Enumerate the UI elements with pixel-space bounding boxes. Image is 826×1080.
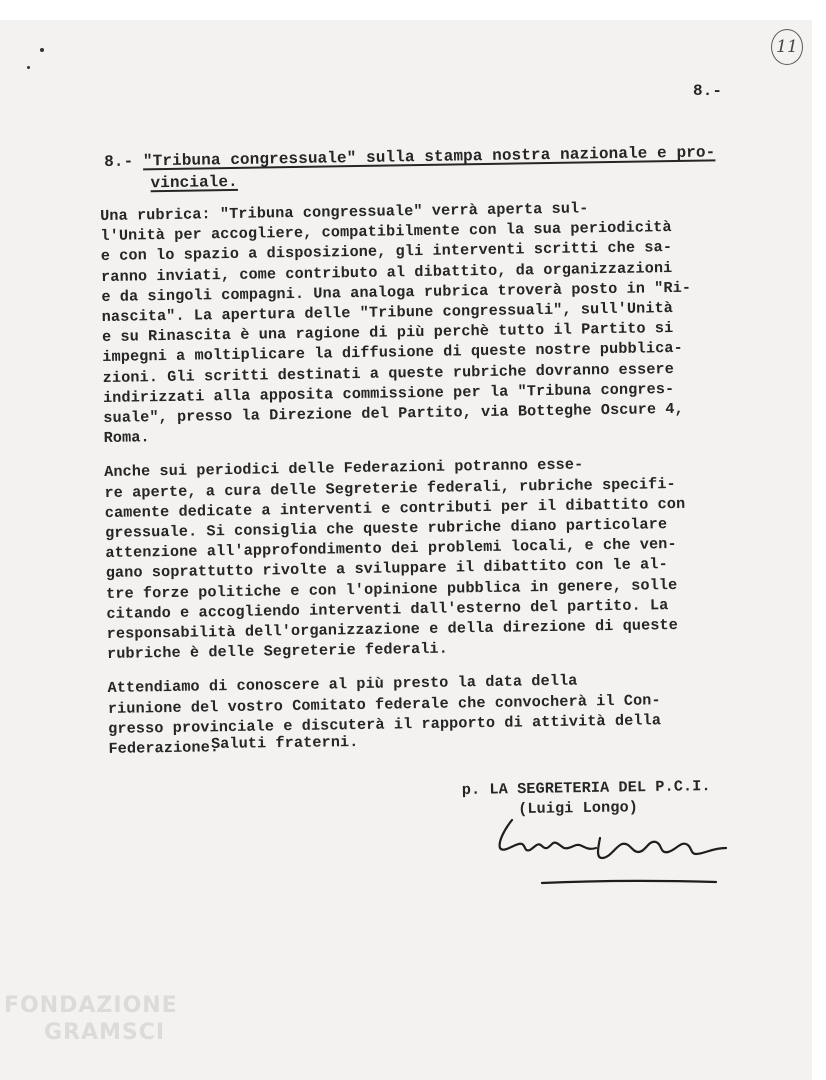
heading-title-line2: vinciale. (150, 172, 238, 193)
paragraph-1: Una rubrica: "Tribuna congressuale" verrà aperta sul- l'Unità per accogliere, compatibilmente con la sua periodicità e con lo spazio a disposizione, gli interventi scritti che sa- ranno inviati, come contributo al dibattito, da organizzazioni e da singoli compagni. Una analoga rubrica troverà posto in "Ri- nascita". La apertura delle "Tribune congressuali", sull'Unità e su Rinascita è una ragione di più perchè tutto il Partito si impegni a moltiplicare la diffusione di queste nostre pubblica- zioni. Gli scritti destinati a queste rubriche dovranno essere indirizzati alla apposita commissione per la "Tribuna congres- suale", presso la Direzione del Partito, via Botteghe Oscure 4, Roma. (100, 199, 692, 448)
handwritten-signature (486, 808, 746, 898)
folio-stamp: 11 (771, 29, 803, 65)
closing-salutation: Saluti fraterni. (210, 732, 359, 754)
heading-title-rest: sulla stampa nostra nazionale e pro- (356, 143, 716, 168)
signature-name: (Luigi Longo) (518, 798, 639, 819)
watermark (4, 992, 204, 1072)
punch-mark (27, 66, 30, 69)
page-number: 8.- (693, 82, 723, 100)
body-text (100, 196, 769, 774)
watermark-line1: FONDAZIONE (4, 993, 178, 1018)
heading-number: 8.- (104, 152, 134, 171)
paragraph-2: Anche sui periodici delle Federazioni potranno esse- re aperte, a cura delle Segreterie federali, rubriche specifi- camente dedicate a interventi e contributi per il dibattito con gressuale. Si consiglia che queste rubriche diano particolare attenzione all'approfondimento dei problemi locali, e che ven- gano soprattutto rivolte a sviluppare il dibattito con le al- tre forze politiche e con l'opinione pubblica in genere, solle citando e accogliendo interventi dall'esterno del partito. La responsabilità dell'organizzazione e della direzione di queste rubriche è delle Segreterie federali. (104, 455, 686, 664)
paragraph-3: Attendiamo di conoscere al più presto la data della riunione del vostro Comitato federale che convocherà il Con- gresso provinciale e discuterà il rapporto di attività della Federazione. (107, 672, 662, 759)
watermark-line2: GRAMSCI (44, 1020, 166, 1045)
punch-mark (40, 48, 44, 52)
heading-title-quoted: "Tribuna congressuale" (142, 149, 357, 171)
signature-org: p. LA SEGRETERIA DEL P.C.I. (461, 777, 711, 799)
